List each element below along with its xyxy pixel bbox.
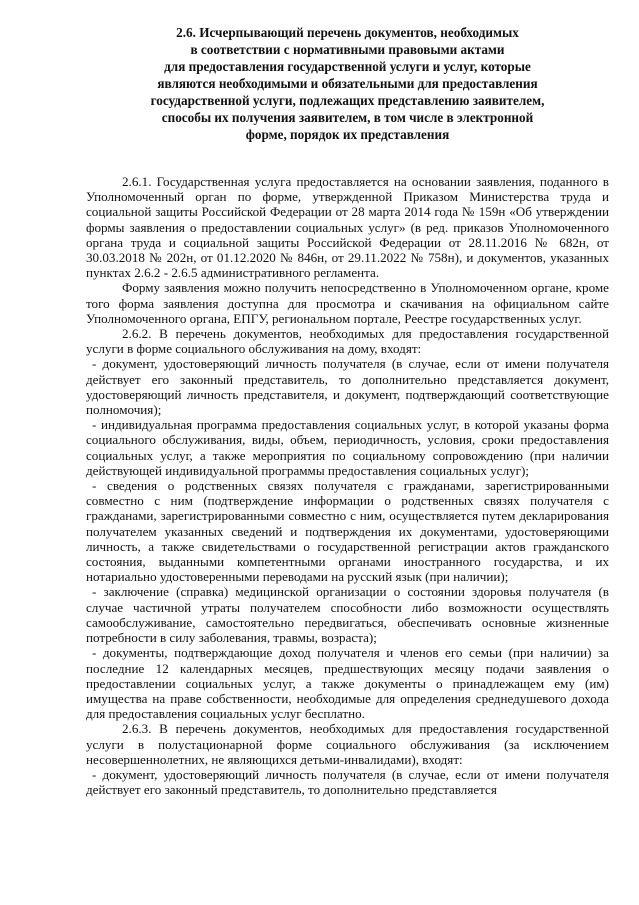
- list-item: - заключение (справка) медицинской организации о состоянии здоровья получателя (в случае частичной утраты получателем способности либо возможности осуществлять самообслуживание, самостоятельно передвигаться, обеспечивать основные жизненные потребности в силу заболевания, травмы, возраста);: [86, 584, 609, 646]
- heading-line: 2.6. Исчерпывающий перечень документов, необходимых: [176, 25, 519, 40]
- heading-line: являются необходимыми и обязательными для предоставления: [157, 76, 538, 91]
- list-item: - документ, удостоверяющий личность получателя (в случае, если от имени получателя действует его законный представитель, то дополнительно представляется документ, удостоверяющий личность представителя, и документ, подтверждающий соответствующие полномочия);: [86, 356, 609, 418]
- heading-line: способы их получения заявителем, в том числе в электронной: [161, 110, 534, 125]
- paragraph-2-6-3: 2.6.3. В перечень документов, необходимых для предоставления государственной услуги в полустационарной форме социального обслуживания (за исключением несовершеннолетних, не являющихся детьми-инвалидами), входят:: [86, 721, 609, 767]
- paragraph-2-6-2: 2.6.2. В перечень документов, необходимых для предоставления государственной услуги в форме социального обслуживания на дому, входят:: [86, 326, 609, 357]
- list-item: - документ, удостоверяющий личность получателя (в случае, если от имени получателя действует его законный представитель, то дополнительно представляется: [86, 766, 609, 797]
- heading-line: форме, порядок их представления: [245, 127, 450, 142]
- paragraph-application-form: Форму заявления можно получить непосредственно в Уполномоченном органе, кроме того форма заявления доступна для просмотра и скачивания на официальном сайте Уполномоченного органа, ЕПГУ, региональном портале, Реестре государственных услуг.: [86, 280, 609, 326]
- heading-line: государственной услуги, подлежащих представлению заявителем,: [150, 93, 545, 108]
- section-heading: [86, 24, 609, 143]
- list-item: - индивидуальная программа предоставления социальных услуг, в которой указаны форма социального обслуживания, виды, объем, периодичность, условия, сроки предоставления социальных услуг, а также мероприятия по социальному сопровождению (при наличии действующей индивидуальной программы предоставления социальных услуг);: [86, 417, 609, 478]
- heading-line: для предоставления государственной услуги и услуг, которые: [164, 59, 531, 74]
- list-item: - документы, подтверждающие доход получателя и членов его семьи (при наличии) за последние 12 календарных месяцев, предшествующих месяцу подачи заявления о предоставлении социальных услуг, а также документы о принадлежащем ему (им) имущества на праве собственности, необходимые для определения среднедушевого дохода для предоставления социальных услуг бесплатно.: [86, 645, 609, 722]
- document-page: [86, 24, 609, 797]
- paragraph-2-6-1: 2.6.1. Государственная услуга предоставляется на основании заявления, поданного в Уполномоченный орган по форме, утвержденной Приказом Министерства труда и социальной защиты Российской Федерации от 28 марта 2014 года № 159н «Об утверждении формы заявления о предоставлении социальных услуг» (в ред. приказов Уполномоченного органа труда и социальной защиты Российской Федерации от 28.11.2016 № 682н, от 30.03.2018 № 202н, от 01.12.2020 № 846н, от 29.11.2022 № 758н), и документов, указанных пунктах 2.6.2 - 2.6.5 административного регламента.: [86, 174, 609, 281]
- heading-line: в соответствии с нормативными правовыми актами: [190, 42, 505, 57]
- list-item: - сведения о родственных связях получателя с гражданами, зарегистрированными совместно с ним (подтверждение информации о родственных связях получателя с гражданами, зарегистрированными совместно с ним, осуществляется путем декларирования получателем указанных сведений и подтверждения их документами, удостоверяющими личность, а также свидетельствами о государственной регистрации актов гражданского состояния, выданными компетентными органами иностранного государства, и их нотариально удостоверенными переводами на русский язык (при наличии);: [86, 478, 609, 585]
